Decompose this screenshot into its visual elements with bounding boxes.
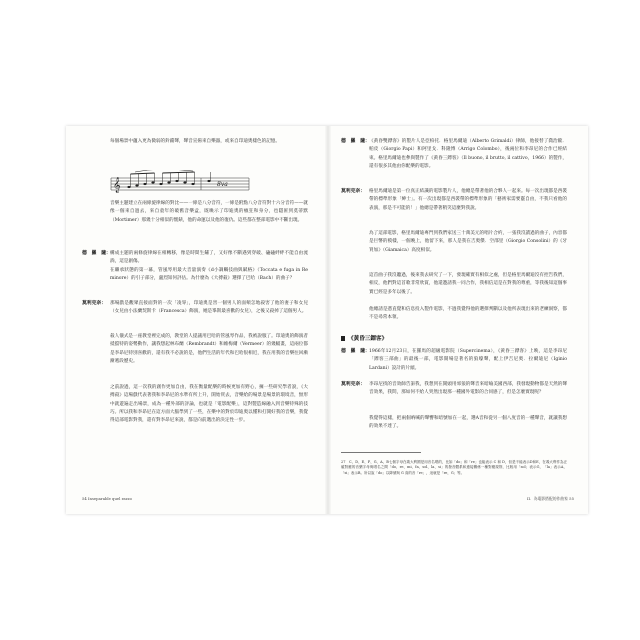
paragraph-contract: 為了這部電影，格里馬爾迪專門到我們家送三十萬美元的唱片合約，一張我沒讀過的曲子，內容都是巨幣的模樣，一個晚上，他留下來，那人是我在吉奧傑．空邵里（Giorgio Consolini）的《牙買加》（Giamaica）高度相似。 [369, 231, 567, 253]
section-marker-icon [341, 336, 345, 341]
paragraph-producer: 格里馬爾迪是第一位真正結識的電影製片人，他總是帶著他的合夥人一起來。每一次出現都是西裝帶的標準形象「紳士」。有一次出現都是西裝帶的標準形象的「藝術家需要靈自由，不我只看他的表演，那是不可能的！」他總是帶著稍笑這麼對我說。 [369, 189, 567, 211]
speaker-de-rosa: 德 羅 薩： [341, 139, 370, 144]
section-heading [341, 334, 387, 342]
svg-text:𝄞: 𝄞 [113, 178, 121, 193]
paragraph-similarity: 這首曲子我沒聽過，後來我去研究了一下，發現確實有相似之處，但是格里馬爾迪沒有控告我們，相反，他們對這首歌非常欣賞，他還邀請我一同合作，我相信這是在對我的尊重，等我後知這個事實已經是多年以後了。 [369, 273, 567, 295]
speaker-de-rosa: 德 羅 薩： [82, 251, 111, 256]
right-page [331, 126, 588, 514]
paragraph-grimaldi: 《黃昏雙鏢客》的製片人是亞柏托．格里馬爾迪（Alberto Grimaldi）律師，他接替了喬治歐．帕皮（Giorgio Papi）和阿里戈．科隆博（Arrigo Colombo），後兩位和李昂尼的合作已經結束。格里馬爾迪也參與製作了《黃昏三鏢客》（Il buono, il brutto, il cattivo，1966）的製作，還有很多其他由你配樂的電影。 [369, 139, 567, 169]
speaker-morricone: 莫利克奈： [341, 189, 365, 194]
paragraph-freedom: 之前說過，這一次我的創作更加自由，我在衡量配樂的時候更加有野心，擁一些研究學者說，《大搏殺》這場戲代表著我和李昂尼的水準有所上升，開始買去，音樂給的場景是場景的環境音，無形中就遊遍走出場景，成為一種外部的評論，也就是「電影配樂」，這對製造線融入到音樂特殊的技巧。所以我和李昂尼在這方面大腦學到了一些，在樂中的對於印迪奧以懂和打開好我的音樂，我覺得這部電影對我，還有對李昂尼來說，都是向前邁出的決定性一步。 [110, 385, 308, 424]
book-spread [66, 126, 588, 514]
speaker-de-rosa: 德 羅 薩： [341, 349, 370, 354]
paragraph-theme: 音樂主題建立在兩條旋律線的對比——一條是八分音符，一條是附點八分音符對十六分音符——就像一個來自過去，來自童年的破舊音樂盒，既喚示了印迪奧的瘋狂和身分，也隱匿到莫蒂默（Mortimer）那幾十分相似的懷錶，他的命運以及他的復仇。這些都在整部電影中不斷出現。 [110, 201, 308, 223]
paragraph-derosa-question: 構成主題的兩條旋律線在相轉移，像是時間生鏽了，又好像不斷遇到穿破、磕磕絆絆不能自由流淌，這是創傷。 [110, 251, 308, 265]
footnote: 27 C、D、E、F、G、A、B七個字母在義大利國是用音名唱的，比如「do」和「re」也能表示 C 和 D，但是不能表示D和E，在義大利作為正確對應的音樂字母與唱名之間「do、re、mi、fa、sol、la、si」的發音體系和連接關係一種對應規則，比較用「sol」表示G，「la」表示A，「si」表示B。所以說「do」以降號與 G 高的音「re」，這就是「re，G」等。 [341, 459, 567, 475]
paragraph-church: 殺人儀式是一座教堂裡完成的，教堂的人提議用巴哈的管風琴作品，我被說服了。印迪奧的飾演者抵擋特的姿勢動作，讓我想起林布蘭（Rembrandt）和維梅爾（Vermeer）的幾幅畫，這兩位都是李昂尼特別喜歡的，還有我不必說的是，他們生活的年代和巴哈很相近，我在用我的音樂往回漸漸遞段歷史。 [110, 334, 308, 364]
svg-text:8va: 8va [217, 181, 228, 188]
left-folio: 54 Inseparable quel razzo [82, 496, 132, 501]
paragraph-intro: 每個場景中蘊入更為微弱的鈴鐺聲，聲音宣揚來自樂器，或來自印迪奧樣色的記憶。 [110, 139, 280, 144]
paragraph-instinct: 他總請是憑直覺和信息投入製作電影，不過我覺得他的選擇判斷以及他所表現出來的老練洞察，都不是尋常本領。 [369, 307, 567, 321]
right-folio: II．為電影搭配的作曲家 55 [526, 496, 574, 501]
left-page [66, 126, 325, 514]
paragraph-scene: 那場戲是觀眾直接面對的一次「凌辱」，印迪奧是害一個男人的面頰怎地殺害了他的妻子和女兒（女兒由小法蘭契斯卡（Francesca）飾演，她是峯斯最喜歡的女兒），之後又殺掉了這個男人。 [110, 301, 308, 315]
paragraph-coyote: 李昂尼找的音效師告訴我，我想到在開頭用郊狼的聲音來暗喻美國西部，我發現動物都是天然的聲音效果，我問，那如何不給人突然出現那一種國外電影的合同感了，但是怎麼實現呢？ [369, 382, 567, 396]
footnote-divider [341, 452, 421, 453]
speaker-morricone: 莫利克奈： [82, 301, 106, 306]
paragraph-premiere: 1966年12月23日，在羅馬的超級電影院（Supercinema），《黃昏三鏢客》上映，這是李昂尼「鏢客三部曲」的最後一部，電影開場是著名的狼嚎聲，配上伊吉尼奧．拉爾迪尼（Iginio Lardani）設計的片頭。 [369, 349, 567, 371]
paragraph-toccata: 在繼承狀態的第一幕，管風琴用最大音量演奏《d小調觸技曲與賦格》（Toccata e fuga in Re minore）的引子部分，盧烈知何評估。為什麼為《大搏殺》選擇了巴哈（Bach）的曲子？ [110, 268, 308, 282]
section-heading-text: 《黃昏三鏢客》 [348, 336, 388, 342]
speaker-morricone: 莫利克奈： [341, 382, 365, 387]
paragraph-effect: 我覺得這樣，把兩個吶喊的聲響和暗號加在一起，選A音和從另一個八度音的一種聲音，就讓我想的效果不達了。 [369, 416, 567, 430]
music-staff-illustration [109, 170, 254, 196]
